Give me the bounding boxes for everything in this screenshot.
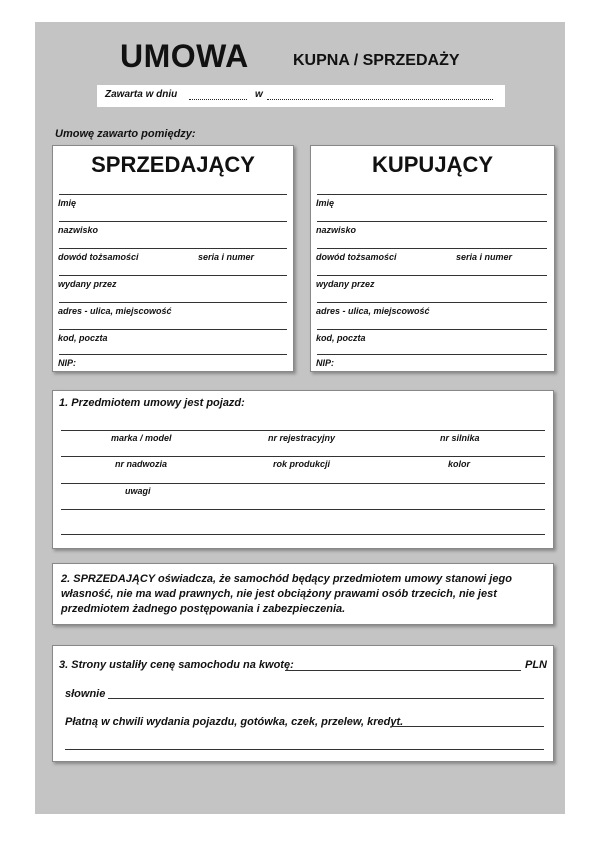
buyer-name-label: Imię [316, 198, 335, 208]
seller-surname-label: nazwisko [58, 225, 99, 235]
seller-name-label: Imię [58, 198, 77, 208]
buyer-id-label: dowód tożsamości [316, 252, 397, 262]
seller-name-line[interactable] [59, 194, 287, 195]
date-label: Zawarta w dniu [105, 89, 178, 100]
price-heading: 3. Strony ustaliły cenę samochodu na kwotę: [59, 659, 294, 671]
declaration-section [52, 563, 554, 625]
place-field[interactable] [267, 95, 493, 100]
document-title: UMOWA [120, 38, 249, 74]
vehicle-row1-line[interactable] [61, 430, 545, 431]
parties-label: Umowę zawarto pomiędzy: [55, 128, 196, 140]
seller-nip-label: NIP: [58, 358, 76, 368]
vehicle-section [52, 390, 554, 549]
buyer-title: KUPUJĄCY [371, 152, 494, 177]
buyer-nip-label: NIP: [316, 358, 334, 368]
seller-postal-line[interactable] [59, 329, 287, 330]
vehicle-heading: 1. Przedmiotem umowy jest pojazd: [59, 397, 245, 409]
currency-label: PLN [525, 659, 547, 671]
seller-postal-label: kod, poczta [58, 333, 108, 343]
amount-words-line[interactable] [108, 698, 544, 699]
seller-address-line[interactable] [59, 302, 287, 303]
color-label: kolor [448, 459, 471, 469]
payment-line[interactable] [391, 726, 544, 727]
buyer-issued-line[interactable] [317, 275, 547, 276]
payment-label: Płatną w chwili wydania pojazdu, gotówka, czek, przelew, kredyt. [65, 716, 404, 728]
notes-label: uwagi [125, 486, 151, 496]
seller-id-label: dowód tożsamości [58, 252, 139, 262]
buyer-series-label: seria i numer [456, 252, 513, 262]
buyer-surname-label: nazwisko [316, 225, 357, 235]
vehicle-row2-line[interactable] [61, 456, 545, 457]
seller-series-label: seria i numer [198, 252, 255, 262]
registration-label: nr rejestracyjny [268, 433, 336, 443]
price-amount-line[interactable] [285, 670, 521, 671]
price-section [52, 645, 554, 762]
payment-extra-line[interactable] [65, 749, 544, 750]
declaration-text: 2. SPRZEDAJĄCY oświadcza, że samochód będący przedmiotem umowy stanowi jego własność, nie ma wad prawnych, nie jest obciążony prawami osób trzecich, nie jest przedmiotem żadnego postępowania i zabezpieczenia. [61, 573, 512, 615]
buyer-address-line[interactable] [317, 302, 547, 303]
date-place-strip [97, 85, 505, 107]
buyer-postal-line[interactable] [317, 329, 547, 330]
engine-number-label: nr silnika [440, 433, 480, 443]
vin-label: nr nadwozia [115, 459, 168, 469]
buyer-nip-line[interactable] [317, 354, 547, 355]
seller-issued-label: wydany przez [58, 279, 117, 289]
place-label: w [255, 89, 263, 100]
seller-title: SPRZEDAJĄCY [91, 152, 255, 177]
date-field[interactable] [189, 95, 247, 100]
seller-issued-line[interactable] [59, 275, 287, 276]
buyer-issued-label: wydany przez [316, 279, 375, 289]
notes-line-1[interactable] [61, 509, 545, 510]
words-label: słownie [65, 688, 106, 700]
production-year-label: rok produkcji [273, 459, 331, 469]
seller-box [52, 145, 294, 372]
document-subtitle: KUPNA / SPRZEDAŻY [293, 52, 460, 69]
notes-line-2[interactable] [61, 534, 545, 535]
seller-surname-line[interactable] [59, 221, 287, 222]
buyer-surname-line[interactable] [317, 221, 547, 222]
buyer-name-line[interactable] [317, 194, 547, 195]
seller-id-line[interactable] [59, 248, 287, 249]
buyer-box [310, 145, 555, 372]
seller-address-label: adres - ulica, miejscowość [58, 306, 172, 316]
vehicle-row3-line[interactable] [61, 483, 545, 484]
make-model-label: marka / model [111, 433, 172, 443]
buyer-address-label: adres - ulica, miejscowość [316, 306, 430, 316]
buyer-postal-label: kod, poczta [316, 333, 366, 343]
buyer-id-line[interactable] [317, 248, 547, 249]
seller-nip-line[interactable] [59, 354, 287, 355]
